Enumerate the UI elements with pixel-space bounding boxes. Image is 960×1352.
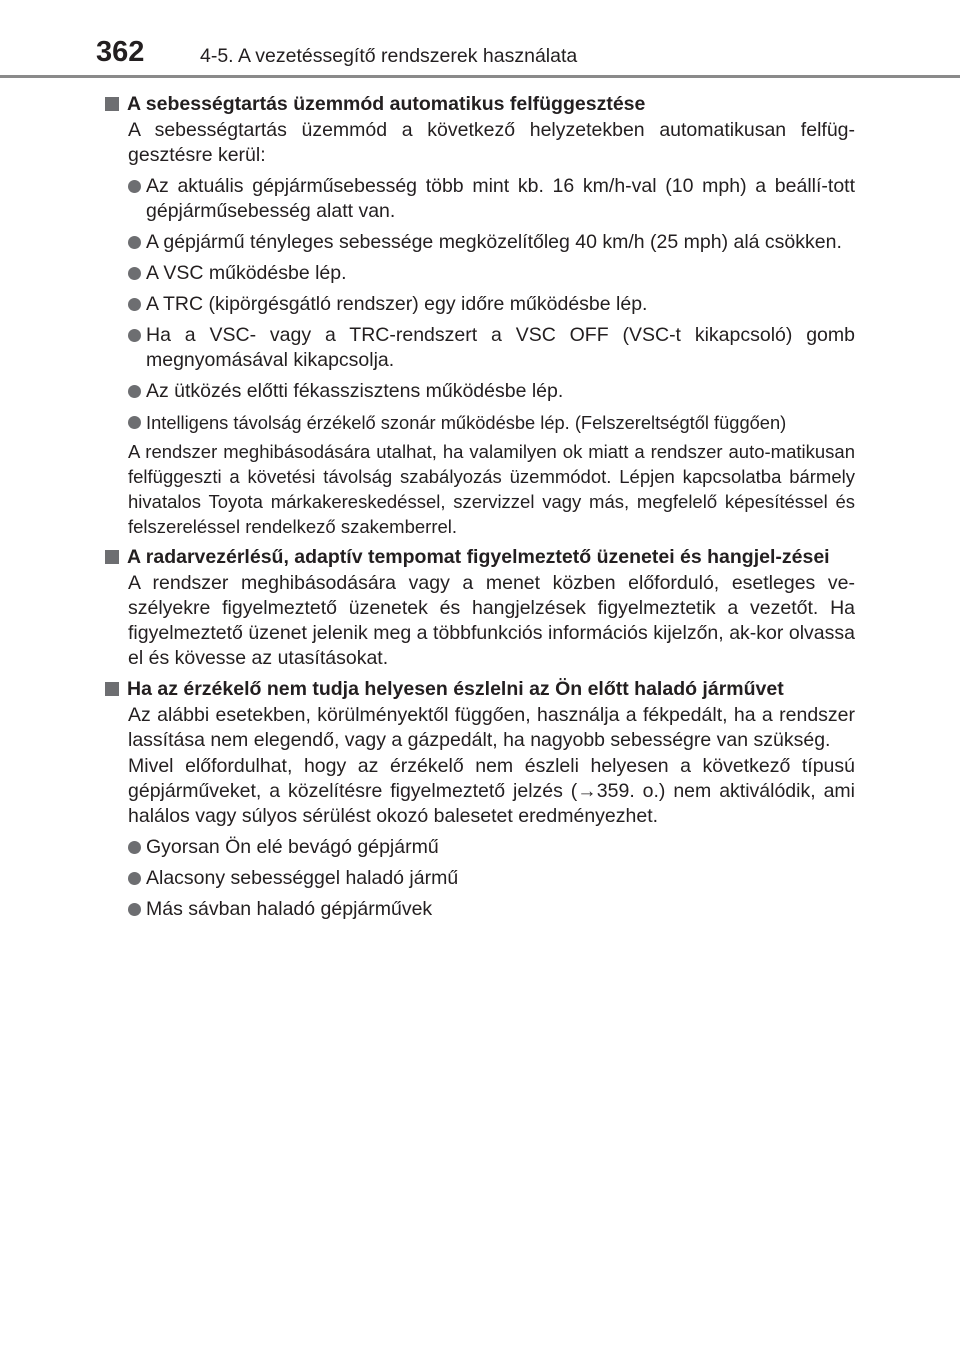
list-item-text: A VSC működésbe lép. <box>146 262 347 284</box>
list-item <box>128 230 855 255</box>
list-item-text: A TRC (kipörgésgátló rendszer) egy időre működésbe lép. <box>146 293 648 315</box>
section-intro: A sebességtartás üzemmód a következő helyzetekben automatikusan felfüg-gesztésre kerül: <box>128 119 855 166</box>
list-item-text: Más sávban haladó gépjárművek <box>146 898 433 920</box>
list-item <box>128 174 855 224</box>
list-item <box>128 261 855 286</box>
circle-bullet-icon <box>128 416 141 429</box>
section-heading-text: A sebességtartás üzemmód automatikus felfüggesztése <box>127 93 646 115</box>
list-item-text: Intelligens távolság érzékelő szonár működésbe lép. (Felszereltségtől függően) <box>146 412 787 433</box>
list-item-text: Az ütközés előtti fékasszisztens működésbe lép. <box>146 380 564 402</box>
circle-bullet-icon <box>128 841 141 854</box>
section-heading-text: Ha az érzékelő nem tudja helyesen észlelni az Ön előtt haladó járművet <box>127 678 784 700</box>
section-auto-cancel <box>105 92 855 539</box>
list-item-text: Alacsony sebességgel haladó jármű <box>146 867 459 889</box>
section-intro: Az alábbi esetekben, körülményektől függően, használja a fékpedált, ha a rendszer lassítása nem elegendő, vagy a gázpedált, ha nagyobb sebességre van szükség. <box>128 704 855 751</box>
section-note: A rendszer meghibásodására utalhat, ha valamilyen ok miatt a rendszer auto-matikusan felfüggeszti a követési távolság szabályozás üzemmódot. Lépjen kapcsolatba bármely hivatalos Toyota márkakereskedéssel, szervizzel vagy más, megfelelő képesítéssel és felszereléssel rendelkező szakemberrel. <box>128 441 855 537</box>
list-item <box>128 379 855 404</box>
square-bullet-icon <box>105 682 119 696</box>
list-item <box>128 866 855 891</box>
list-item <box>128 292 855 317</box>
circle-bullet-icon <box>128 903 141 916</box>
circle-bullet-icon <box>128 385 141 398</box>
section-intro: A rendszer meghibásodására vagy a menet közben előforduló, esetleges ve-szélyekre figyelmeztető üzenetek és hangjelzések figyelmeztetik a vezetőt. Ha figyelmeztető üzenet jelenik meg a többfunkciós információs kijelzőn, ak-kor olvassa el és kövesse az utasításokat. <box>128 572 855 669</box>
circle-bullet-icon <box>128 872 141 885</box>
section-detection-limits <box>105 677 855 922</box>
header-divider <box>0 75 960 78</box>
circle-bullet-icon <box>128 298 141 311</box>
section-heading-text: A radarvezérlésű, adaptív tempomat figyelmeztető üzenetei és hangjel-zései <box>127 546 830 568</box>
list-item <box>128 897 855 922</box>
list-item-text: Ha a VSC- vagy a TRC-rendszert a VSC OFF (VSC-t kikapcsoló) gomb megnyomásával kikapcsolja. <box>146 324 855 371</box>
list-item-text: Az aktuális gépjárműsebesség több mint kb. 16 km/h-val (10 mph) a beállí-tott gépjárműsebesség alatt van. <box>146 175 855 222</box>
page-content <box>105 92 855 928</box>
section-heading <box>105 545 855 570</box>
circle-bullet-icon <box>128 180 141 193</box>
circle-bullet-icon <box>128 267 141 280</box>
page-number: 362 <box>96 36 145 68</box>
list-item-text: Gyorsan Ön elé bevágó gépjármű <box>146 836 439 858</box>
bullet-list <box>128 174 855 435</box>
page-header <box>0 0 960 80</box>
circle-bullet-icon <box>128 236 141 249</box>
list-item <box>128 835 855 860</box>
section-intro-continued: Mivel előfordulhat, hogy az érzékelő nem észleli helyesen a következő típusú gépjárműveket, a közelítésre figyelmeztető jelzés (→359. o.) nem aktiválódik, ami halálos vagy súlyos sérülést okozó balesetet eredményezhet. <box>128 755 855 827</box>
section-heading <box>105 677 855 702</box>
list-item <box>128 410 855 435</box>
list-item <box>128 323 855 373</box>
chapter-title: 4-5. A vezetéssegítő rendszerek használata <box>200 45 578 67</box>
circle-bullet-icon <box>128 329 141 342</box>
section-heading <box>105 92 855 117</box>
list-item-text: A gépjármű tényleges sebessége megközelítőleg 40 km/h (25 mph) alá csökken. <box>146 231 842 253</box>
section-warnings <box>105 545 855 671</box>
square-bullet-icon <box>105 550 119 564</box>
bullet-list <box>128 835 855 922</box>
square-bullet-icon <box>105 97 119 111</box>
